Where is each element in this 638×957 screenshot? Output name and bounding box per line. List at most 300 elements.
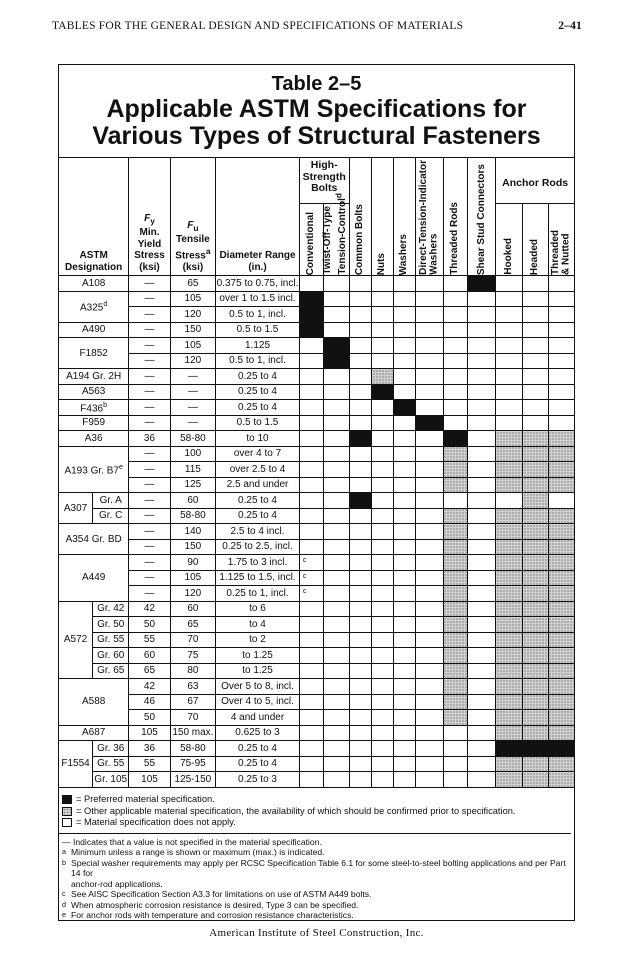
other-applicable-cell	[548, 524, 574, 540]
not-applicable-cell	[443, 353, 468, 369]
not-applicable-cell	[349, 741, 372, 757]
not-applicable-cell	[299, 431, 323, 447]
not-applicable-cell	[349, 756, 372, 772]
table-row	[59, 431, 575, 447]
other-applicable-cell	[548, 586, 574, 602]
not-applicable-cell	[468, 570, 496, 586]
legend-other: = Other applicable material specification, the availability of which should be confirmed prior to specification.	[62, 806, 567, 818]
not-applicable-cell	[523, 384, 549, 400]
not-applicable-cell	[372, 508, 394, 524]
fy-value: —	[129, 415, 170, 431]
not-applicable-cell	[548, 353, 574, 369]
not-applicable-cell	[349, 694, 372, 710]
other-applicable-cell	[523, 772, 549, 788]
diameter-range: 0.25 to 4	[216, 369, 300, 385]
fy-value: —	[129, 555, 170, 571]
threaded-rods-header: Threaded Rods	[443, 158, 468, 276]
not-applicable-cell	[299, 446, 323, 462]
not-applicable-cell	[415, 555, 443, 571]
fy-value: 42	[129, 679, 170, 695]
other-applicable-cell	[496, 710, 523, 726]
other-applicable-cell	[496, 632, 523, 648]
fu-value: 120	[170, 586, 215, 602]
not-applicable-cell	[468, 555, 496, 571]
diameter-range: 4 and under	[216, 710, 300, 726]
not-applicable-cell	[349, 601, 372, 617]
not-applicable-cell	[323, 663, 349, 679]
fy-value: 105	[129, 725, 170, 741]
other-applicable-cell	[443, 462, 468, 478]
other-applicable-cell	[548, 663, 574, 679]
diameter-range: 0.5 to 1, incl.	[216, 353, 300, 369]
not-applicable-cell	[349, 648, 372, 664]
not-applicable-cell	[523, 400, 549, 416]
fu-value: —	[170, 369, 215, 385]
not-applicable-cell	[468, 601, 496, 617]
not-applicable-cell	[468, 710, 496, 726]
other-applicable-cell	[523, 446, 549, 462]
not-applicable-cell	[372, 322, 394, 338]
other-applicable-cell	[496, 462, 523, 478]
other-applicable-cell	[443, 508, 468, 524]
nuts-header: Nuts	[372, 158, 394, 276]
not-applicable-cell	[299, 648, 323, 664]
not-applicable-cell	[393, 446, 415, 462]
not-applicable-cell	[415, 632, 443, 648]
not-applicable-cell	[299, 601, 323, 617]
not-applicable-cell	[468, 462, 496, 478]
not-applicable-cell	[372, 477, 394, 493]
not-applicable-cell	[443, 415, 468, 431]
other-applicable-cell	[548, 632, 574, 648]
not-applicable-cell	[548, 322, 574, 338]
not-applicable-cell	[523, 307, 549, 323]
table-row	[59, 617, 575, 633]
not-applicable-cell	[393, 570, 415, 586]
not-applicable-cell	[468, 400, 496, 416]
preferred-cell	[393, 400, 415, 416]
not-applicable-cell	[468, 617, 496, 633]
fu-value: 120	[170, 353, 215, 369]
not-applicable-cell	[443, 322, 468, 338]
fy-value: 50	[129, 710, 170, 726]
not-applicable-cell	[323, 741, 349, 757]
running-header	[52, 20, 582, 36]
diameter-range-header: Diameter Range (in.)	[216, 158, 300, 276]
not-applicable-cell	[415, 756, 443, 772]
not-applicable-cell	[415, 524, 443, 540]
not-applicable-cell	[415, 694, 443, 710]
not-applicable-cell	[323, 322, 349, 338]
not-applicable-cell	[393, 555, 415, 571]
not-applicable-cell	[323, 291, 349, 307]
not-applicable-cell	[299, 384, 323, 400]
not-applicable-cell	[496, 400, 523, 416]
not-applicable-cell	[415, 539, 443, 555]
not-applicable-cell	[468, 322, 496, 338]
not-applicable-cell	[323, 539, 349, 555]
not-applicable-cell	[393, 524, 415, 540]
spec-designation: A325$^d$	[59, 291, 129, 322]
preferred-cell	[468, 276, 496, 292]
preferred-cell	[299, 291, 323, 307]
fu-value: 150	[170, 322, 215, 338]
table-row	[59, 570, 575, 586]
anchor-rods-header: Anchor Rods	[496, 158, 575, 204]
footnote-c-cell: c	[299, 586, 323, 602]
not-applicable-cell	[323, 601, 349, 617]
not-applicable-cell	[299, 400, 323, 416]
not-applicable-cell	[496, 276, 523, 292]
running-header-title: TABLES FOR THE GENERAL DESIGN AND SPECIFICATIONS OF MATERIALS	[52, 20, 464, 32]
fu-value: 60	[170, 493, 215, 509]
not-applicable-cell	[323, 369, 349, 385]
table-row	[59, 524, 575, 540]
table-row	[59, 307, 575, 323]
table-row	[59, 725, 575, 741]
other-applicable-cell	[523, 710, 549, 726]
table-row	[59, 663, 575, 679]
other-applicable-cell	[443, 663, 468, 679]
common-bolts-header: Common Bolts	[349, 158, 372, 276]
other-applicable-cell	[548, 601, 574, 617]
spec-grade: Gr. 55	[93, 632, 129, 648]
diameter-range: over 2.5 to 4	[216, 462, 300, 478]
not-applicable-cell	[393, 694, 415, 710]
not-applicable-cell	[323, 632, 349, 648]
other-applicable-cell	[523, 555, 549, 571]
not-applicable-cell	[372, 493, 394, 509]
not-applicable-cell	[372, 617, 394, 633]
spec-grade: Gr. A	[93, 493, 129, 509]
preferred-cell	[443, 431, 468, 447]
fu-value: 150	[170, 539, 215, 555]
not-applicable-cell	[393, 663, 415, 679]
not-applicable-cell	[299, 462, 323, 478]
not-applicable-cell	[415, 431, 443, 447]
not-applicable-cell	[393, 772, 415, 788]
other-applicable-cell	[496, 772, 523, 788]
not-applicable-cell	[393, 477, 415, 493]
table-row	[59, 741, 575, 757]
not-applicable-cell	[468, 632, 496, 648]
not-applicable-cell	[323, 431, 349, 447]
fu-value: 90	[170, 555, 215, 571]
table-body	[59, 276, 575, 788]
not-applicable-cell	[496, 384, 523, 400]
preferred-swatch	[62, 795, 72, 804]
not-applicable-cell	[393, 338, 415, 354]
other-applicable-cell	[523, 586, 549, 602]
not-applicable-cell	[349, 369, 372, 385]
not-applicable-cell	[393, 725, 415, 741]
other-applicable-cell	[548, 555, 574, 571]
other-applicable-cell	[523, 477, 549, 493]
spec-grade: Gr. 36	[93, 741, 129, 757]
fu-value: 58-80	[170, 508, 215, 524]
fy-value: —	[129, 539, 170, 555]
not-applicable-cell	[415, 741, 443, 757]
not-applicable-cell	[349, 679, 372, 695]
diameter-range: 0.25 to 4	[216, 400, 300, 416]
other-applicable-cell	[443, 446, 468, 462]
footnote-b-cont: anchor-rod applications.	[71, 878, 163, 889]
not-applicable-cell	[415, 772, 443, 788]
not-applicable-cell	[393, 415, 415, 431]
not-applicable-cell	[323, 462, 349, 478]
fu-value: 105	[170, 291, 215, 307]
not-applicable-cell	[323, 446, 349, 462]
not-applicable-cell	[349, 338, 372, 354]
not-applicable-cell	[443, 369, 468, 385]
other-applicable-cell	[443, 617, 468, 633]
spec-designation: F1554	[59, 741, 93, 788]
fy-value: —	[129, 400, 170, 416]
not-applicable-cell	[299, 756, 323, 772]
not-applicable-cell	[349, 446, 372, 462]
preferred-cell	[349, 493, 372, 509]
other-applicable-cell	[523, 431, 549, 447]
other-applicable-cell	[548, 772, 574, 788]
preferred-cell	[415, 415, 443, 431]
not-applicable-cell	[393, 307, 415, 323]
table-title-line-2: Various Types of Structural Fasteners	[92, 122, 541, 150]
not-applicable-cell	[468, 524, 496, 540]
table-row	[59, 586, 575, 602]
other-applicable-cell	[548, 694, 574, 710]
not-applicable-cell	[349, 524, 372, 540]
washers-header: Washers	[393, 158, 415, 276]
other-applicable-cell	[443, 570, 468, 586]
not-applicable-swatch	[62, 818, 72, 827]
fu-value: 67	[170, 694, 215, 710]
not-applicable-cell	[323, 307, 349, 323]
not-applicable-cell	[299, 493, 323, 509]
fy-header: $F_y$ Min. Yield Stress (ksi)	[129, 158, 170, 276]
diameter-range: 0.25 to 2.5, incl.	[216, 539, 300, 555]
legend-divider	[58, 833, 571, 834]
not-applicable-cell	[299, 694, 323, 710]
other-applicable-cell	[523, 725, 549, 741]
fu-value: 65	[170, 276, 215, 292]
not-applicable-cell	[415, 648, 443, 664]
fy-value: —	[129, 291, 170, 307]
not-applicable-cell	[393, 291, 415, 307]
not-applicable-cell	[323, 276, 349, 292]
not-applicable-cell	[443, 493, 468, 509]
spec-designation: A572	[59, 601, 93, 679]
fy-value: —	[129, 524, 170, 540]
not-applicable-cell	[323, 493, 349, 509]
not-applicable-cell	[299, 632, 323, 648]
fastener-spec-table	[58, 157, 575, 788]
not-applicable-cell	[372, 307, 394, 323]
not-applicable-cell	[468, 539, 496, 555]
footnote-c-cell: c	[299, 555, 323, 571]
fu-value: 60	[170, 601, 215, 617]
other-applicable-cell	[548, 617, 574, 633]
preferred-cell	[372, 384, 394, 400]
table-row	[59, 353, 575, 369]
not-applicable-cell	[496, 369, 523, 385]
diameter-range: to 1.25	[216, 648, 300, 664]
table-row	[59, 322, 575, 338]
diameter-range: 0.5 to 1.5	[216, 322, 300, 338]
not-applicable-cell	[393, 617, 415, 633]
table-row	[59, 276, 575, 292]
fy-value: 60	[129, 648, 170, 664]
fu-value: 115	[170, 462, 215, 478]
not-applicable-cell	[548, 415, 574, 431]
spec-designation: A194 Gr. 2H	[59, 369, 129, 385]
not-applicable-cell	[415, 322, 443, 338]
not-applicable-cell	[393, 462, 415, 478]
other-applicable-cell	[496, 648, 523, 664]
not-applicable-cell	[443, 384, 468, 400]
spec-footnote-mark: b	[103, 402, 107, 410]
not-applicable-cell	[523, 353, 549, 369]
other-applicable-cell	[496, 617, 523, 633]
fy-value: 55	[129, 756, 170, 772]
astm-designation-header: ASTM Designation	[59, 158, 129, 276]
not-applicable-cell	[496, 353, 523, 369]
diameter-range: 0.25 to 4	[216, 493, 300, 509]
fy-value: —	[129, 570, 170, 586]
not-applicable-cell	[443, 291, 468, 307]
diameter-range: Over 4 to 5, incl.	[216, 694, 300, 710]
table-row	[59, 772, 575, 788]
fy-value: 46	[129, 694, 170, 710]
fy-value: —	[129, 338, 170, 354]
not-applicable-cell	[299, 338, 323, 354]
not-applicable-cell	[523, 415, 549, 431]
diameter-range: 0.375 to 0.75, incl.	[216, 276, 300, 292]
not-applicable-cell	[548, 493, 574, 509]
fu-value: 105	[170, 570, 215, 586]
not-applicable-cell	[349, 772, 372, 788]
fy-value: 55	[129, 632, 170, 648]
spec-designation: A307	[59, 493, 93, 524]
not-applicable-cell	[323, 725, 349, 741]
not-applicable-cell	[299, 524, 323, 540]
diameter-range: 0.25 to 3	[216, 772, 300, 788]
not-applicable-cell	[323, 524, 349, 540]
other-applicable-cell	[548, 462, 574, 478]
spec-grade: Gr. 65	[93, 663, 129, 679]
fu-value: 140	[170, 524, 215, 540]
diameter-range: 2.5 to 4 incl.	[216, 524, 300, 540]
not-applicable-cell	[349, 508, 372, 524]
not-applicable-cell	[496, 415, 523, 431]
spec-designation: F959	[59, 415, 129, 431]
not-applicable-cell	[299, 353, 323, 369]
other-applicable-cell	[523, 601, 549, 617]
fy-value: —	[129, 462, 170, 478]
fy-value: —	[129, 446, 170, 462]
not-applicable-cell	[468, 756, 496, 772]
fu-value: —	[170, 384, 215, 400]
fy-value: —	[129, 276, 170, 292]
table-row	[59, 679, 575, 695]
other-applicable-cell	[496, 756, 523, 772]
not-applicable-cell	[468, 493, 496, 509]
not-applicable-cell	[349, 555, 372, 571]
fu-value: 65	[170, 617, 215, 633]
legend-preferred: = Preferred material specification.	[62, 794, 567, 806]
not-applicable-cell	[415, 679, 443, 695]
not-applicable-cell	[372, 756, 394, 772]
diameter-range: 0.25 to 4	[216, 741, 300, 757]
legend-not-applicable: = Material specification does not apply.	[62, 817, 567, 829]
spec-designation: A193 Gr. B7e	[59, 446, 129, 493]
other-applicable-cell	[496, 524, 523, 540]
table-row	[59, 508, 575, 524]
not-applicable-cell	[468, 431, 496, 447]
not-applicable-cell	[548, 276, 574, 292]
fy-value: —	[129, 586, 170, 602]
other-applicable-cell	[443, 477, 468, 493]
not-applicable-cell	[523, 276, 549, 292]
spec-designation: A490	[59, 322, 129, 338]
not-applicable-cell	[393, 384, 415, 400]
not-applicable-cell	[415, 384, 443, 400]
other-applicable-cell	[548, 648, 574, 664]
not-applicable-cell	[415, 570, 443, 586]
diameter-range: 0.5 to 1, incl.	[216, 307, 300, 323]
not-applicable-cell	[496, 338, 523, 354]
not-applicable-cell	[415, 400, 443, 416]
not-applicable-cell	[415, 462, 443, 478]
table-row	[59, 648, 575, 664]
not-applicable-cell	[372, 632, 394, 648]
preferred-cell	[323, 338, 349, 354]
not-applicable-cell	[299, 477, 323, 493]
not-applicable-cell	[443, 400, 468, 416]
spec-grade: Gr. 105	[93, 772, 129, 788]
table-number: Table 2–5	[271, 73, 362, 95]
not-applicable-cell	[372, 601, 394, 617]
other-applicable-cell	[548, 756, 574, 772]
table-header	[59, 158, 575, 276]
not-applicable-cell	[468, 648, 496, 664]
spec-designation: A449	[59, 555, 129, 602]
preferred-cell	[299, 307, 323, 323]
not-applicable-cell	[415, 617, 443, 633]
table-row	[59, 756, 575, 772]
not-applicable-cell	[415, 338, 443, 354]
not-applicable-cell	[468, 508, 496, 524]
spec-designation: F1852	[59, 338, 129, 369]
other-applicable-cell	[496, 539, 523, 555]
not-applicable-cell	[468, 369, 496, 385]
dti-washers-header: Direct-Tension-Indicator Washers	[415, 158, 443, 276]
fu-value: 150 max.	[170, 725, 215, 741]
other-applicable-cell	[496, 446, 523, 462]
not-applicable-cell	[323, 710, 349, 726]
not-applicable-cell	[349, 632, 372, 648]
fy-value: 65	[129, 663, 170, 679]
not-applicable-cell	[468, 725, 496, 741]
legend	[62, 794, 567, 921]
table-row	[59, 477, 575, 493]
not-applicable-cell	[323, 756, 349, 772]
preferred-cell	[523, 741, 549, 757]
not-applicable-cell	[468, 679, 496, 695]
not-applicable-cell	[415, 276, 443, 292]
table-row	[59, 446, 575, 462]
not-applicable-cell	[372, 663, 394, 679]
headed-header: Headed	[523, 204, 549, 276]
